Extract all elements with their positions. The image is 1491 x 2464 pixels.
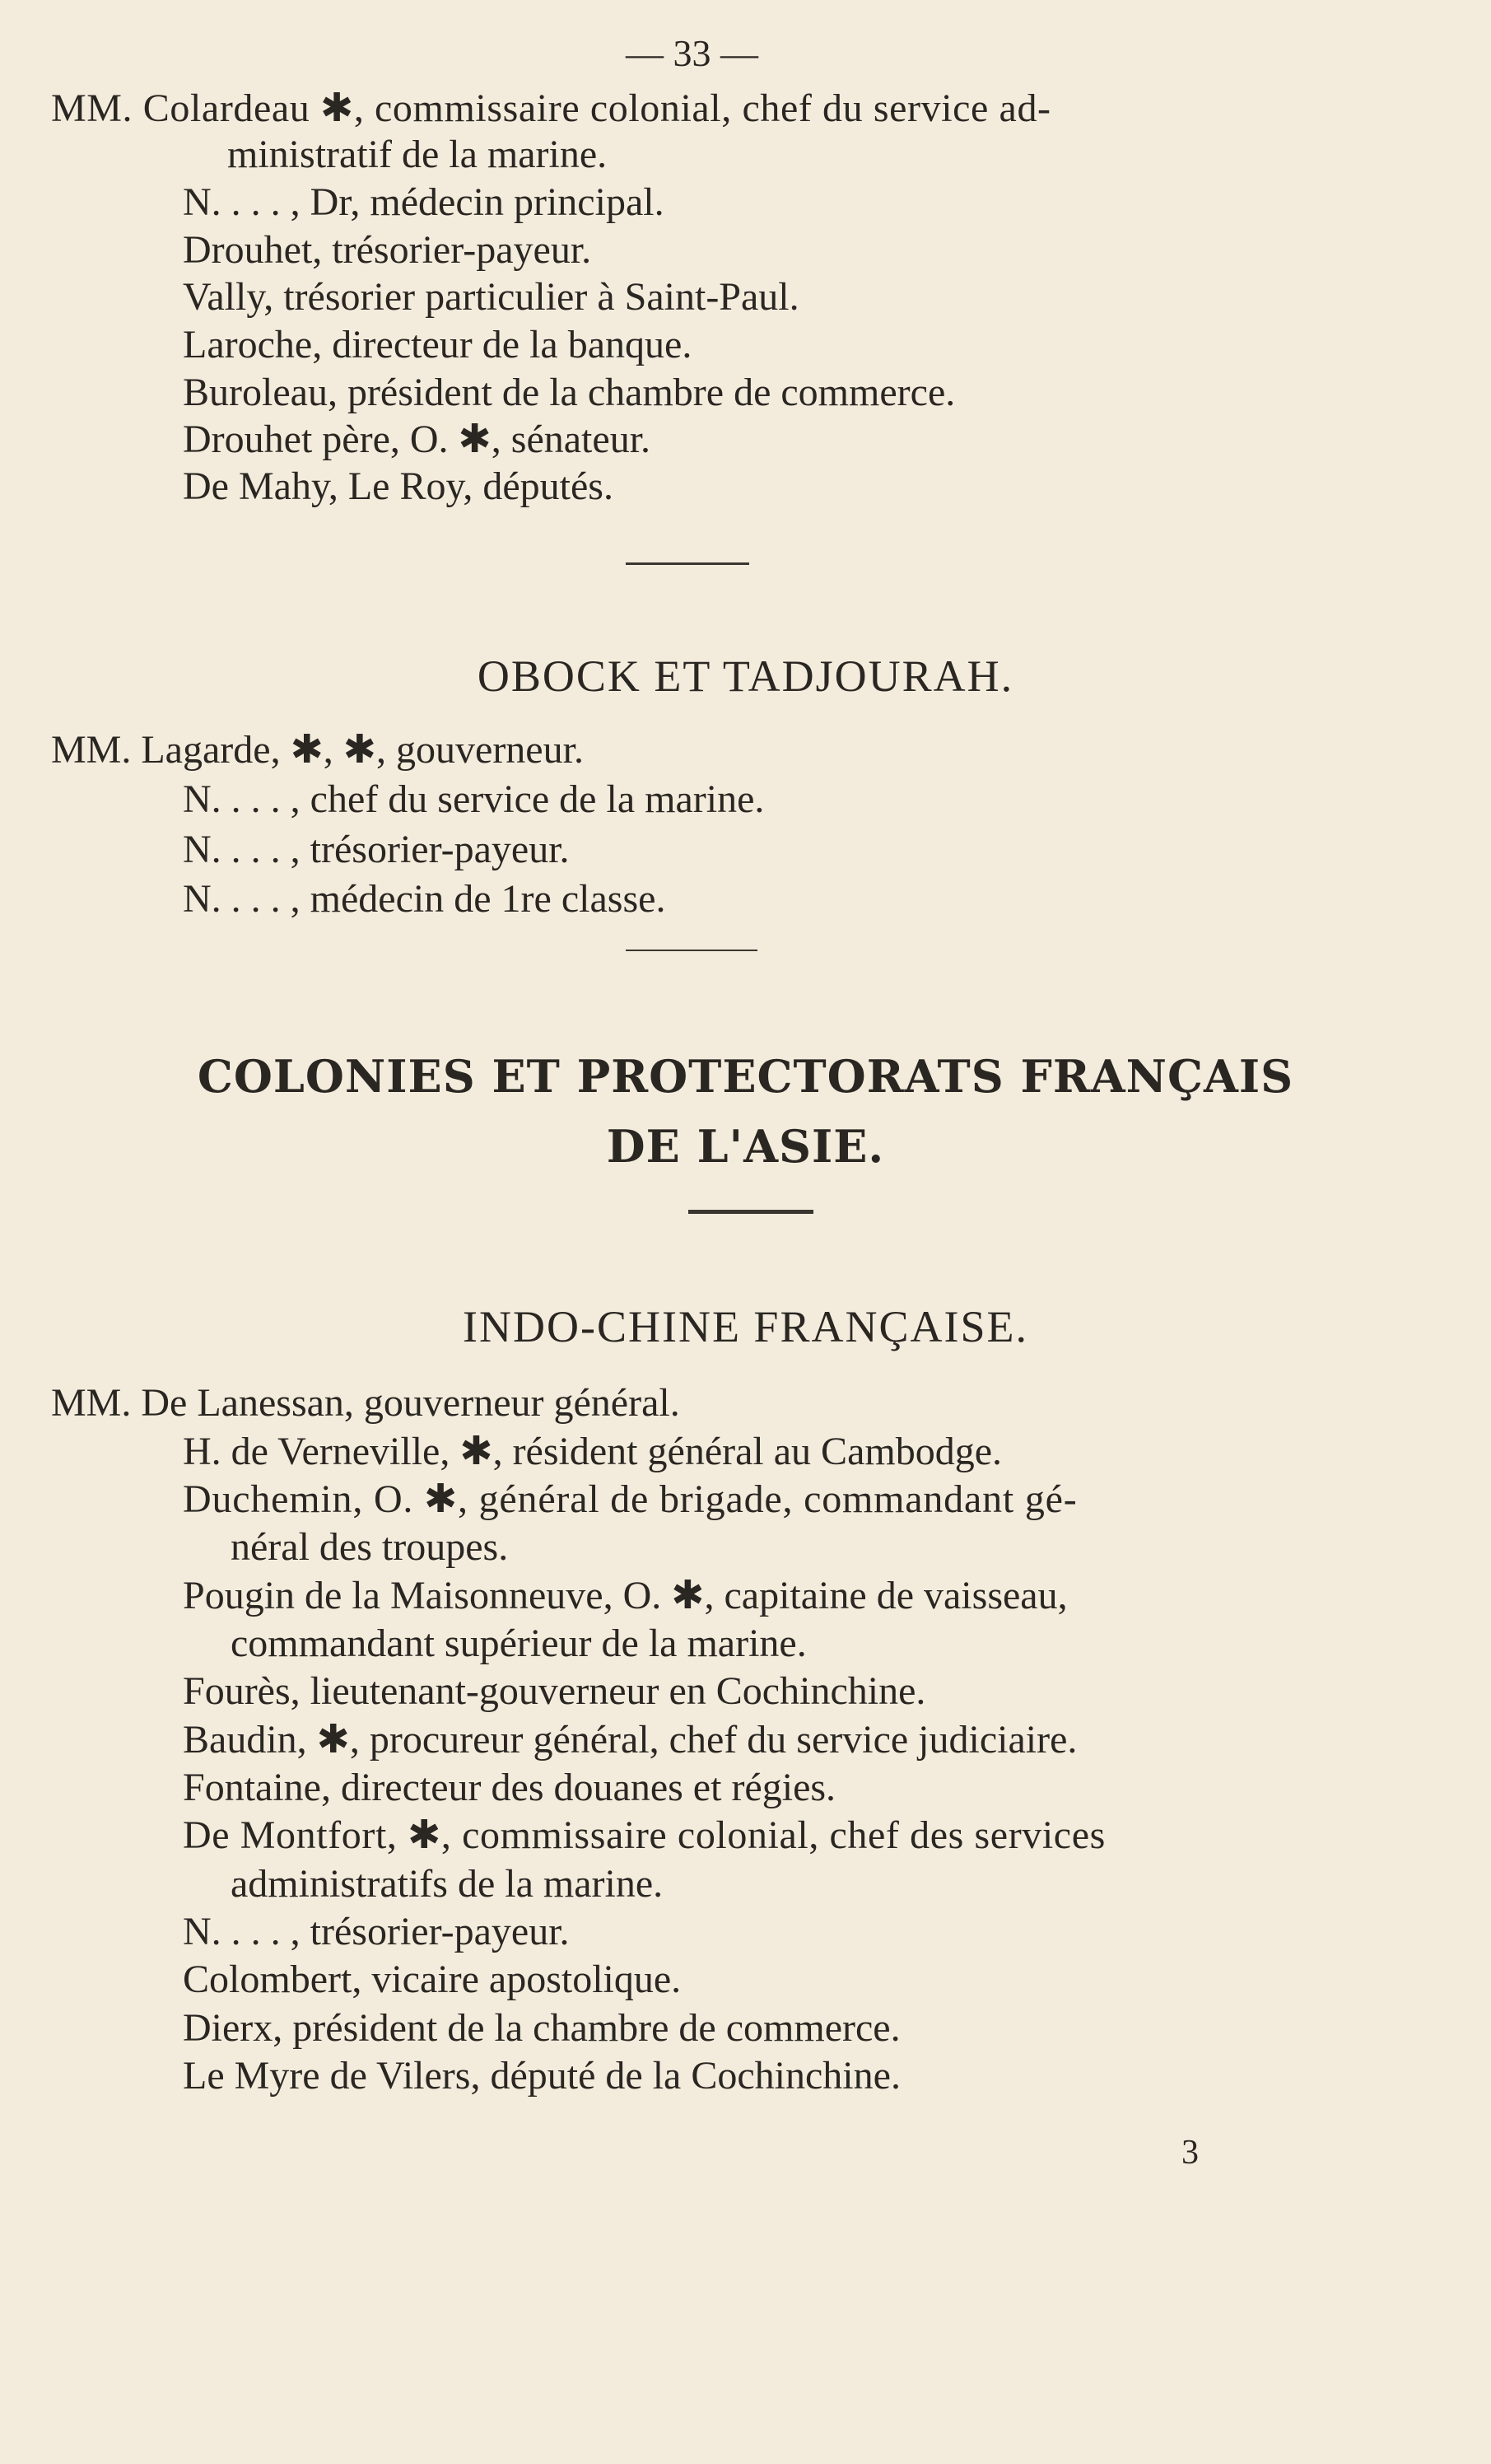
section-divider: [626, 562, 749, 565]
page-number: — 33 —: [626, 32, 758, 74]
text-line: Baudin, ✱, procureur général, chef du service judiciaire.: [183, 1718, 1078, 1762]
section-divider: [688, 1210, 813, 1214]
text-line: néral des troupes.: [231, 1525, 509, 1569]
text-line: N. . . . , médecin de 1re classe.: [183, 877, 666, 921]
text-line: Dierx, président de la chambre de commerce.: [183, 2006, 901, 2050]
text-line: Vally, trésorier particulier à Saint-Paul.: [183, 275, 799, 319]
text-line: Fourès, lieutenant-gouverneur en Cochinchine.: [183, 1669, 926, 1713]
text-line: De Montfort, ✱, commissaire colonial, chef des services: [183, 1813, 1106, 1857]
section-heading: COLONIES ET PROTECTORATS FRANÇAIS: [197, 1050, 1294, 1103]
signature-mark: 3: [1181, 2134, 1199, 2172]
text-line: H. de Verneville, ✱, résident général au Cambodge.: [183, 1430, 1003, 1473]
section-heading: INDO-CHINE FRANÇAISE.: [463, 1302, 1028, 1351]
text-line: Drouhet père, O. ✱, sénateur.: [183, 418, 651, 461]
section-divider: [626, 950, 757, 951]
text-line: Buroleau, président de la chambre de commerce.: [183, 371, 956, 414]
text-line: N. . . . , trésorier-payeur.: [183, 1910, 570, 1953]
text-line: ministratif de la marine.: [227, 133, 608, 176]
text-line: MM. Colardeau ✱, commissaire colonial, chef du service ad-: [51, 86, 1051, 130]
text-line: Pougin de la Maisonneuve, O. ✱, capitaine de vaisseau,: [183, 1574, 1068, 1617]
text-line: N. . . . , Dr, médecin principal.: [183, 180, 664, 224]
text-line: N. . . . , trésorier-payeur.: [183, 828, 570, 871]
section-heading: OBOCK ET TADJOURAH.: [477, 651, 1014, 701]
text-line: Le Myre de Vilers, député de la Cochinchine.: [183, 2054, 901, 2098]
section-heading: DE L'ASIE.: [606, 1120, 885, 1173]
text-line: Laroche, directeur de la banque.: [183, 323, 692, 366]
text-line: N. . . . , chef du service de la marine.: [183, 777, 765, 821]
text-line: De Mahy, Le Roy, députés.: [183, 464, 613, 508]
text-line: MM. Lagarde, ✱, ✱, gouverneur.: [51, 728, 584, 772]
text-line: MM. De Lanessan, gouverneur général.: [51, 1381, 680, 1425]
text-line: Colombert, vicaire apostolique.: [183, 1958, 682, 2001]
text-line: Duchemin, O. ✱, général de brigade, commandant gé-: [183, 1477, 1078, 1521]
text-line: Fontaine, directeur des douanes et régies.: [183, 1766, 836, 1809]
text-line: administratifs de la marine.: [231, 1862, 664, 1906]
text-line: Drouhet, trésorier-payeur.: [183, 228, 592, 272]
text-line: commandant supérieur de la marine.: [231, 1622, 807, 1665]
